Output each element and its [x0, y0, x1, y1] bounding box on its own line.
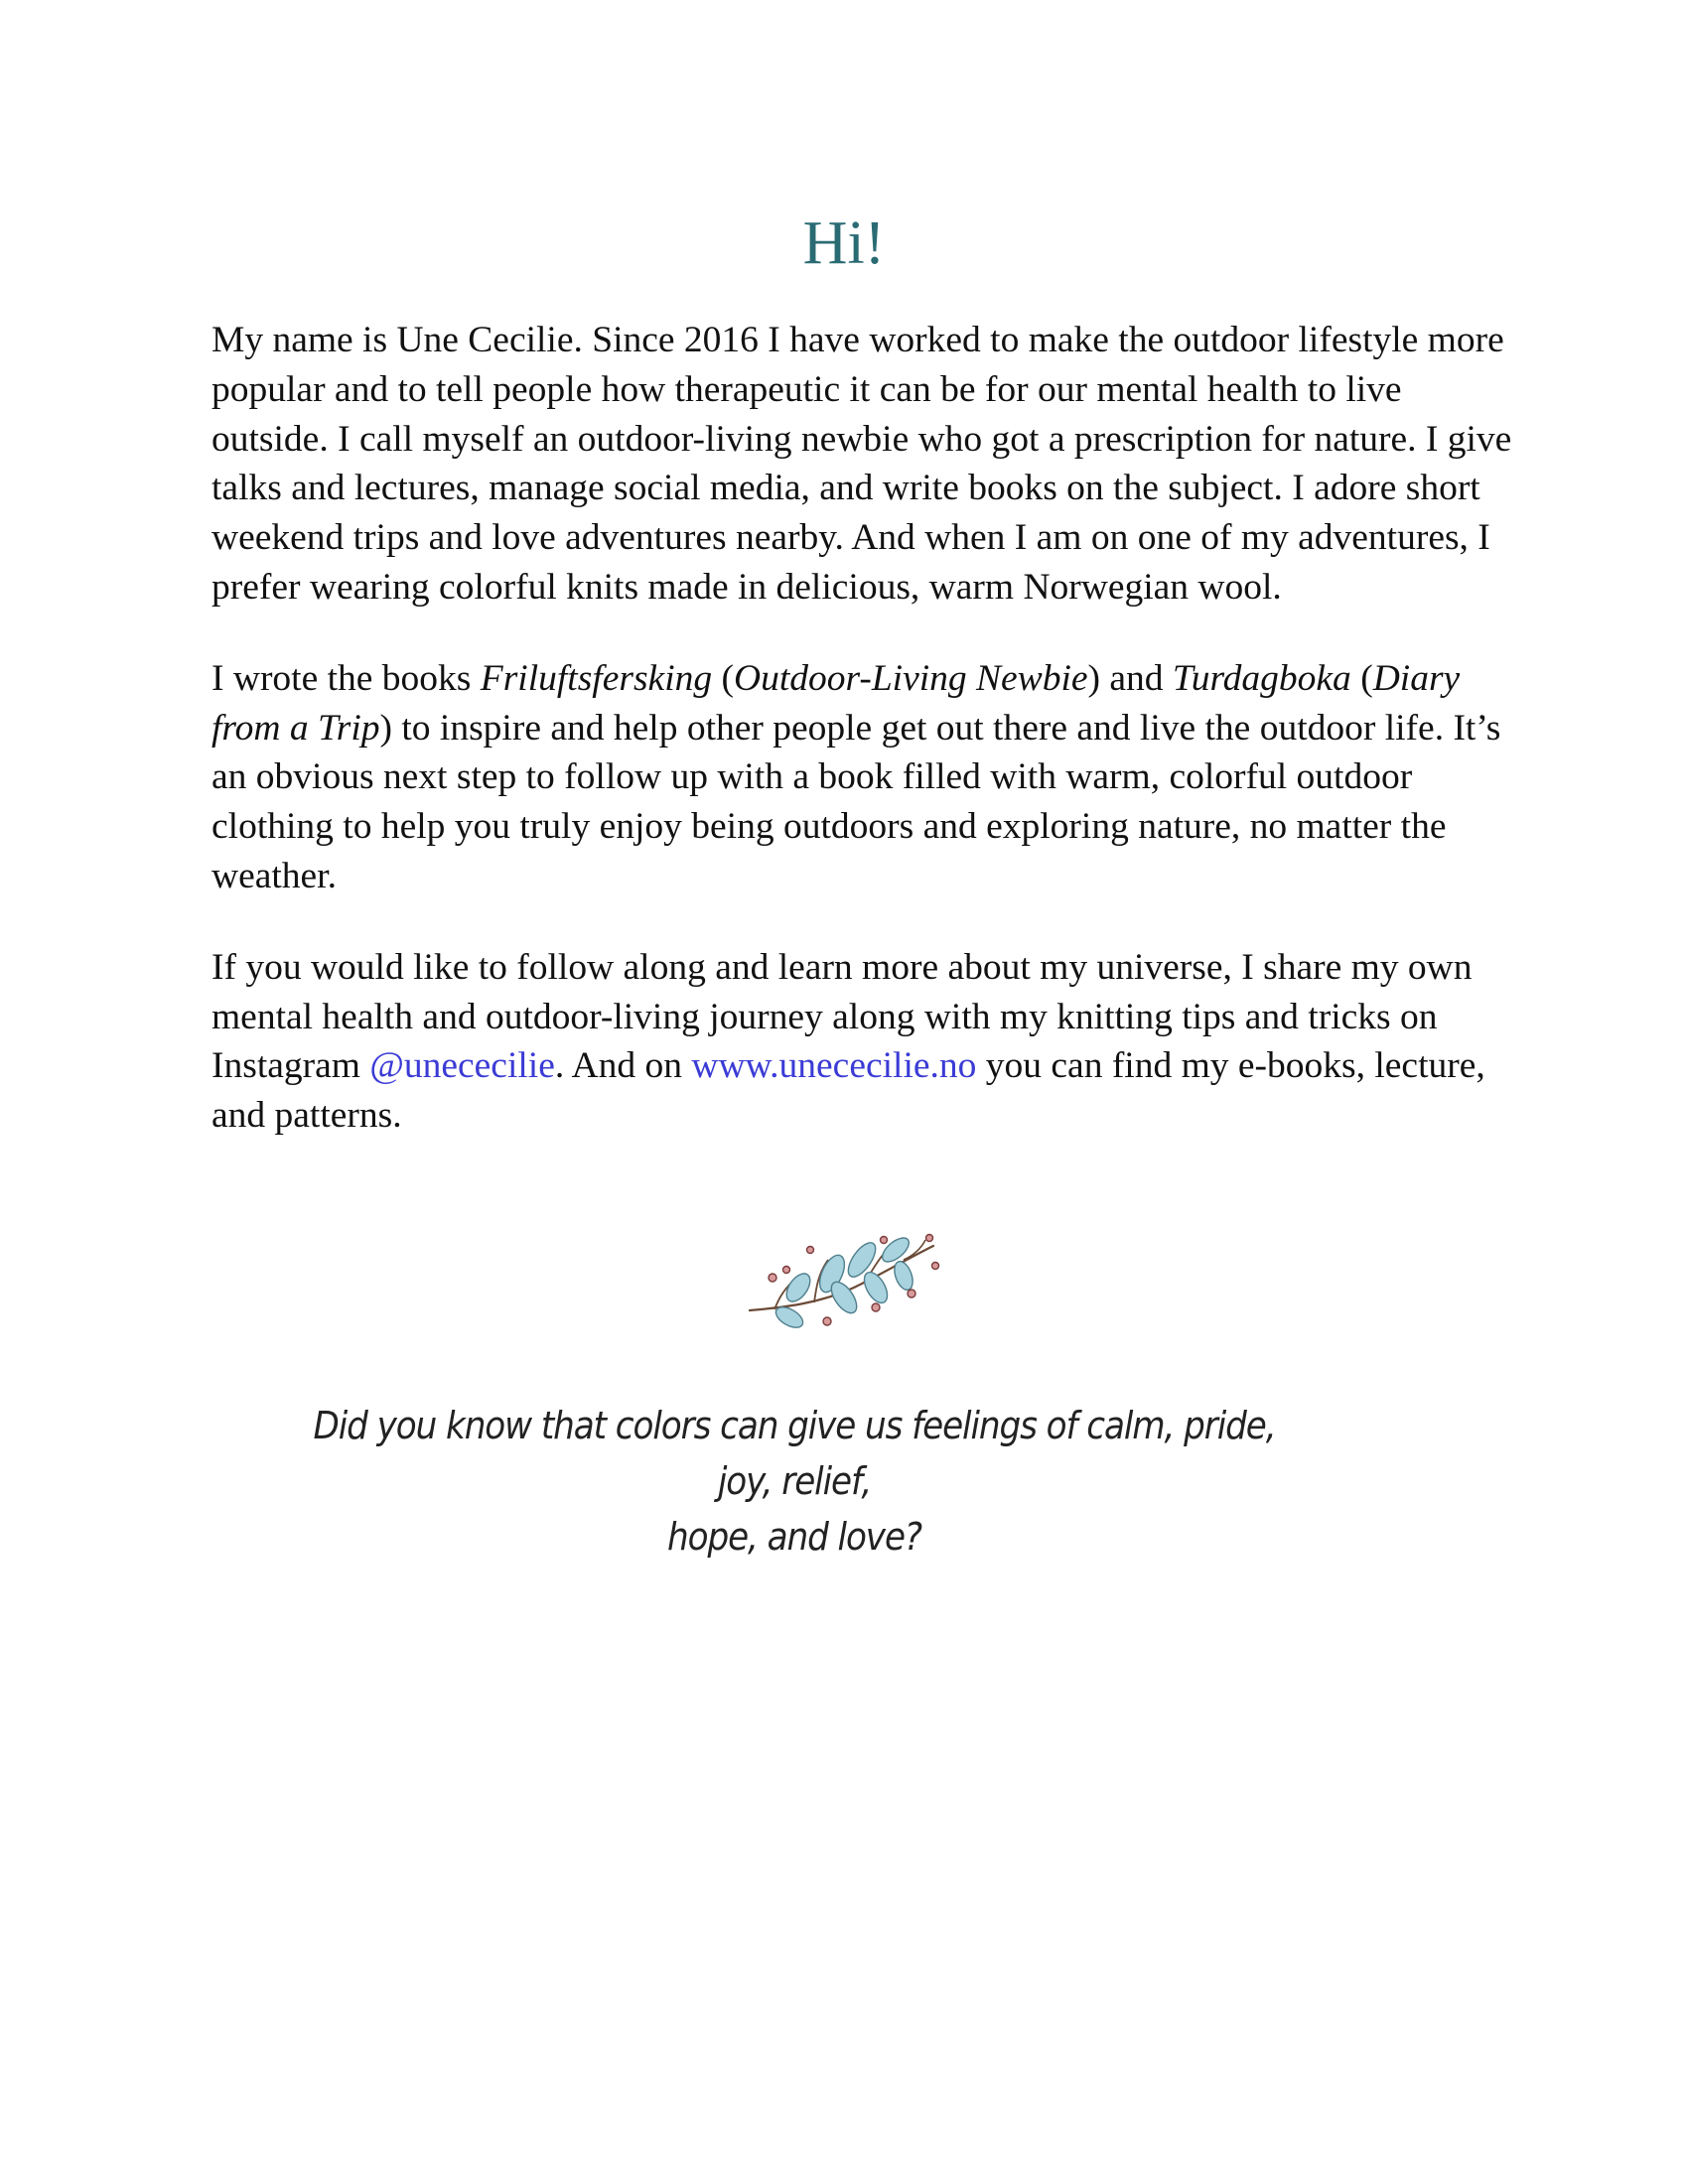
- quote-line: hope, and love?: [667, 1515, 921, 1559]
- book-title: Friluftsfersking: [480, 657, 713, 699]
- instagram-link[interactable]: @unececilie: [369, 1045, 555, 1087]
- book-title-translation: Diary from a Trip: [211, 657, 1461, 749]
- text-run: If you would like to follow along and learn more about my universe, I share my own mental health and outdoor-living journey along with my knitting tips and tricks on Instagram: [211, 946, 1473, 1087]
- quote-line: Did you know that colors can give us feelings of calm, pride, joy, relief,: [313, 1404, 1276, 1503]
- intro-paragraph: My name is Une Cecilie. Since 2016 I have worked to make the outdoor lifestyle more popular and to tell people how therapeutic it can be for our mental health to live outside. I call myself an outdoor-living newbie who got a prescription for nature. I give talks and lectures, manage social media, and write books on the subject. I adore short weekend trips and love adventures nearby. And when I am on one of my adventures, I prefer wearing colorful knits made in delicious, warm Norwegian wool.: [211, 320, 1512, 608]
- follow-paragraph: [211, 943, 1512, 1141]
- leaf-branch-icon: [745, 1226, 943, 1340]
- text-run: (: [712, 657, 734, 699]
- text-run: . And on: [554, 1045, 692, 1087]
- text-run: ) and: [1087, 657, 1173, 699]
- quote: [285, 1398, 1304, 1565]
- book-title-translation: Outdoor-Living Newbie: [734, 657, 1088, 699]
- text-run: (: [1350, 657, 1373, 699]
- page-title: Hi!: [802, 209, 886, 277]
- text-run: you can find my e-books, lecture, and patterns.: [211, 1045, 1485, 1137]
- text-run: I wrote the books: [211, 657, 481, 699]
- body-text: [211, 316, 1512, 1182]
- text-run: ) to inspire and help other people get out there and live the outdoor life. It’s an obvious next step to follow up with a book filled with warm, colorful outdoor clothing to help you truly enjoy being outdoors and exploring nature, no matter the weather.: [211, 707, 1501, 896]
- book-title: Turdagboka: [1172, 657, 1351, 699]
- website-link[interactable]: www.unececilie.no: [691, 1045, 977, 1087]
- books-paragraph: [211, 654, 1512, 901]
